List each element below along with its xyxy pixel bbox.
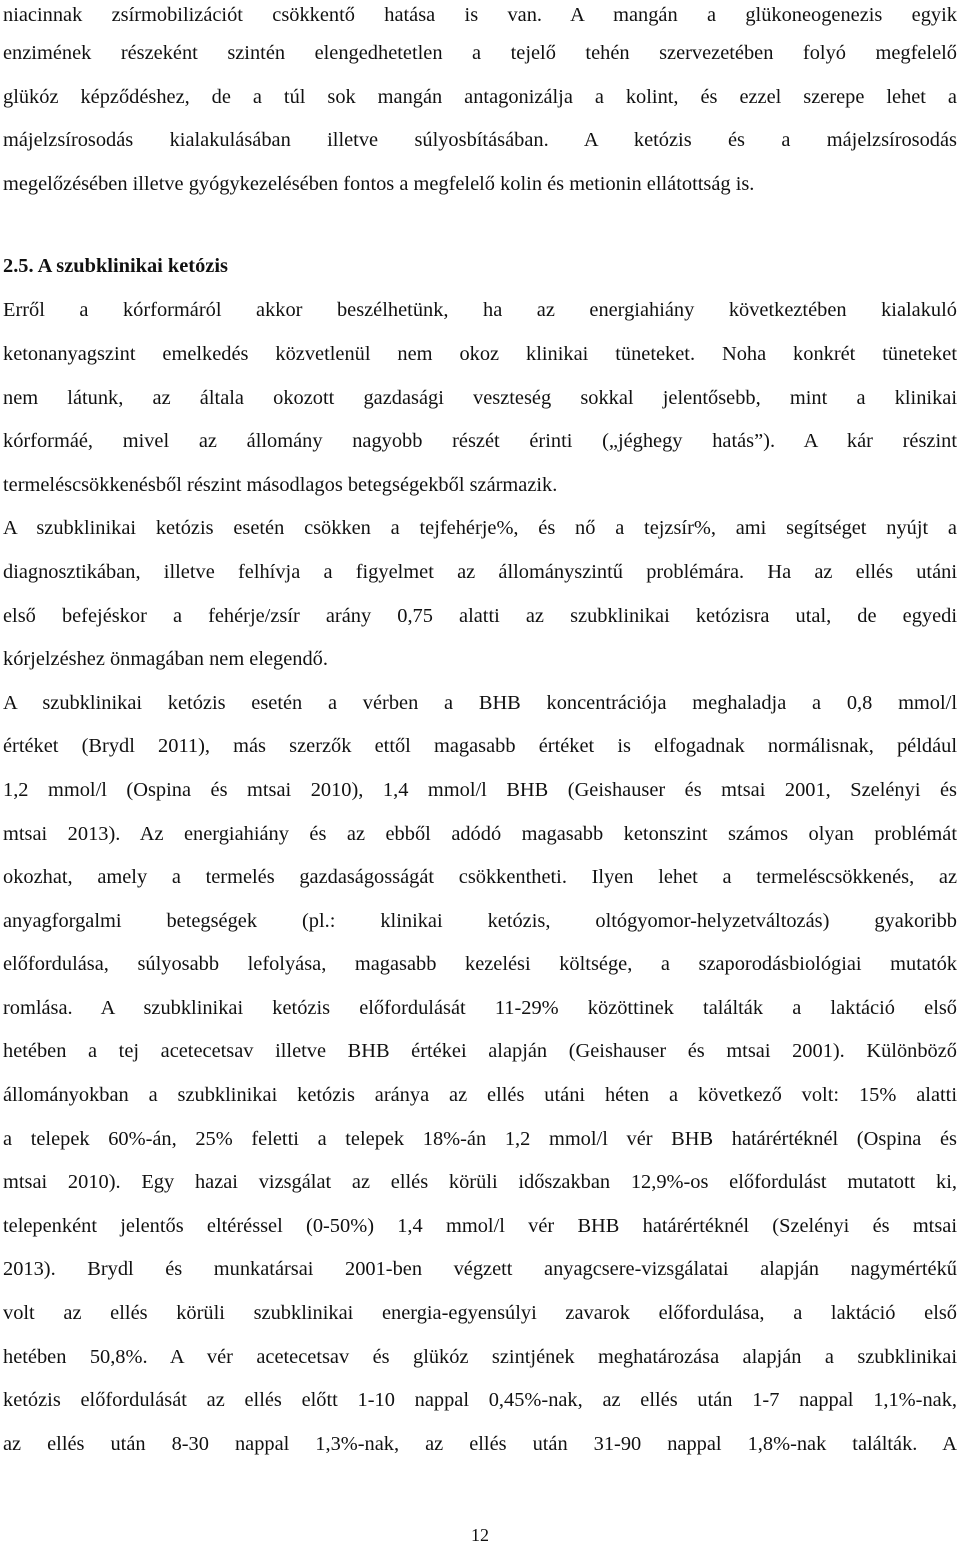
text-line: nem látunk, az általa okozott gazdasági veszteség sokkal jelentősebb, mint a klinikai (3, 386, 957, 409)
text-line: a telepek 60%-án, 25% feletti a telepek 18%-án 1,2 mmol/l vér BHB határértéknél (Ospina és (3, 1127, 957, 1150)
text-line: hetében 50,8%. A vér acetecetsav és glükóz szintjének meghatározása alapján a szubklinikai (3, 1345, 957, 1368)
text-line: az ellés után 8-30 nappal 1,3%-nak, az ellés után 31-90 nappal 1,8%-nak találták. A (3, 1432, 957, 1455)
text-line: megelőzésében illetve gyógykezelésében fontos a megfelelő kolin és metionin ellátottság is. (3, 172, 755, 195)
section-number: 2.5. (3, 255, 34, 278)
text-line: termeléscsökkenésből részint másodlagos betegségekből származik. (3, 473, 558, 496)
text-line: előfordulása, súlyosabb lefolyása, magasabb kezelési költsége, a szaporodásbiológiai mutatók (3, 953, 957, 976)
paragraph-diagnostics (3, 507, 957, 681)
text-line: értéket (Brydl 2011), más szerzők ettől magasabb értéket is elfogadnak normálisnak, például (3, 735, 957, 758)
text-line: diagnosztikában, illetve felhívja a figyelmet az állományszintű problémára. Ha az ellés utáni (3, 560, 957, 583)
text-line: telepenként jelentős eltéréssel (0-50%) 1,4 mmol/l vér BHB határértéknél (Szelényi és mtsai (3, 1214, 957, 1237)
text-line: ketózis előfordulását az ellés előtt 1-10 nappal 0,45%-nak, az ellés után 1-7 nappal 1,1%-nak, (3, 1389, 957, 1412)
section-heading (3, 243, 957, 289)
text-line: első befejéskor a fehérje/zsír arány 0,75 alatti az szubklinikai ketózisra utal, de egyedi (3, 604, 957, 627)
document-page (3, 0, 957, 1466)
text-line: állományokban a szubklinikai ketózis aránya az ellés utáni héten a következő volt: 15% alatti (3, 1084, 957, 1107)
text-line: hetében a tej acetecetsav illetve BHB értékei alapján (Geishauser és mtsai 2001). Különböző (3, 1040, 957, 1063)
text-line: A szubklinikai ketózis esetén a vérben a BHB koncentrációja meghaladja a 0,8 mmol/l (3, 691, 957, 714)
text-line: 1,2 mmol/l (Ospina és mtsai 2010), 1,4 mmol/l BHB (Geishauser és mtsai 2001, Szelényi és (3, 778, 957, 801)
text-line: glükóz képződéshez, de a túl sok mangán antagonizálja a kolint, és ezzel szerepe lehet a (3, 85, 957, 108)
text-line: okozhat, amely a termelés gazdaságosságát csökkentheti. Ilyen lehet a termeléscsökkenés, az (3, 866, 957, 889)
text-line: májelzsírosodás kialakulásában illetve súlyosbításában. A ketózis és a májelzsírosodás (3, 129, 957, 152)
section-title: A szubklinikai ketózis (37, 255, 228, 278)
text-line: 2013). Brydl és munkatársai 2001-ben végzett anyagcsere-vizsgálatai alapján nagymértékű (3, 1258, 957, 1281)
text-line: A szubklinikai ketózis esetén csökken a tejfehérje%, és nő a tejzsír%, ami segítséget nyújt a (3, 517, 957, 540)
text-line: niacinnak zsírmobilizációt csökkentő hatása is van. A mangán a glükoneogenezis egyik (3, 4, 957, 26)
text-line: enzimének részeként szintén elengedhetetlen a tejelő tehén szervezetében folyó megfelelő (3, 42, 957, 64)
page-number: 12 (471, 1525, 489, 1545)
text-line: mtsai 2010). Egy hazai vizsgálat az ellés körüli időszakban 12,9%-os előfordulást mutatott ki, (3, 1171, 957, 1194)
text-line: kórjelzéshez önmagában nem elegendő. (3, 648, 328, 671)
paragraph-definition (3, 289, 957, 507)
text-line: Erről a kórformáról akkor beszélhetünk, ha az energiahiány következtében kialakuló (3, 299, 957, 322)
text-line: volt az ellés körüli szubklinikai energia-egyensúlyi zavarok előfordulása, a laktáció első (3, 1302, 957, 1325)
text-line: romlása. A szubklinikai ketózis előfordulását 11-29% közöttinek találták a laktáció első (3, 996, 957, 1019)
text-line: anyagforgalmi betegségek (pl.: klinikai ketózis, oltógyomor-helyzetváltozás) gyakoribb (3, 909, 957, 932)
text-line: kórformáé, mivel az állomány nagyobb részét érinti („jéghegy hatás”). A kár részint (3, 430, 957, 453)
intro-paragraph (3, 0, 957, 206)
text-line: mtsai 2013). Az energiahiány és az ebből adódó magasabb ketonszint számos olyan problémát (3, 822, 957, 845)
text-line: ketonanyagszint emelkedés közvetlenül nem okoz klinikai tüneteket. Noha konkrét tüneteket (3, 342, 957, 365)
paragraph-prevalence (3, 682, 957, 1467)
